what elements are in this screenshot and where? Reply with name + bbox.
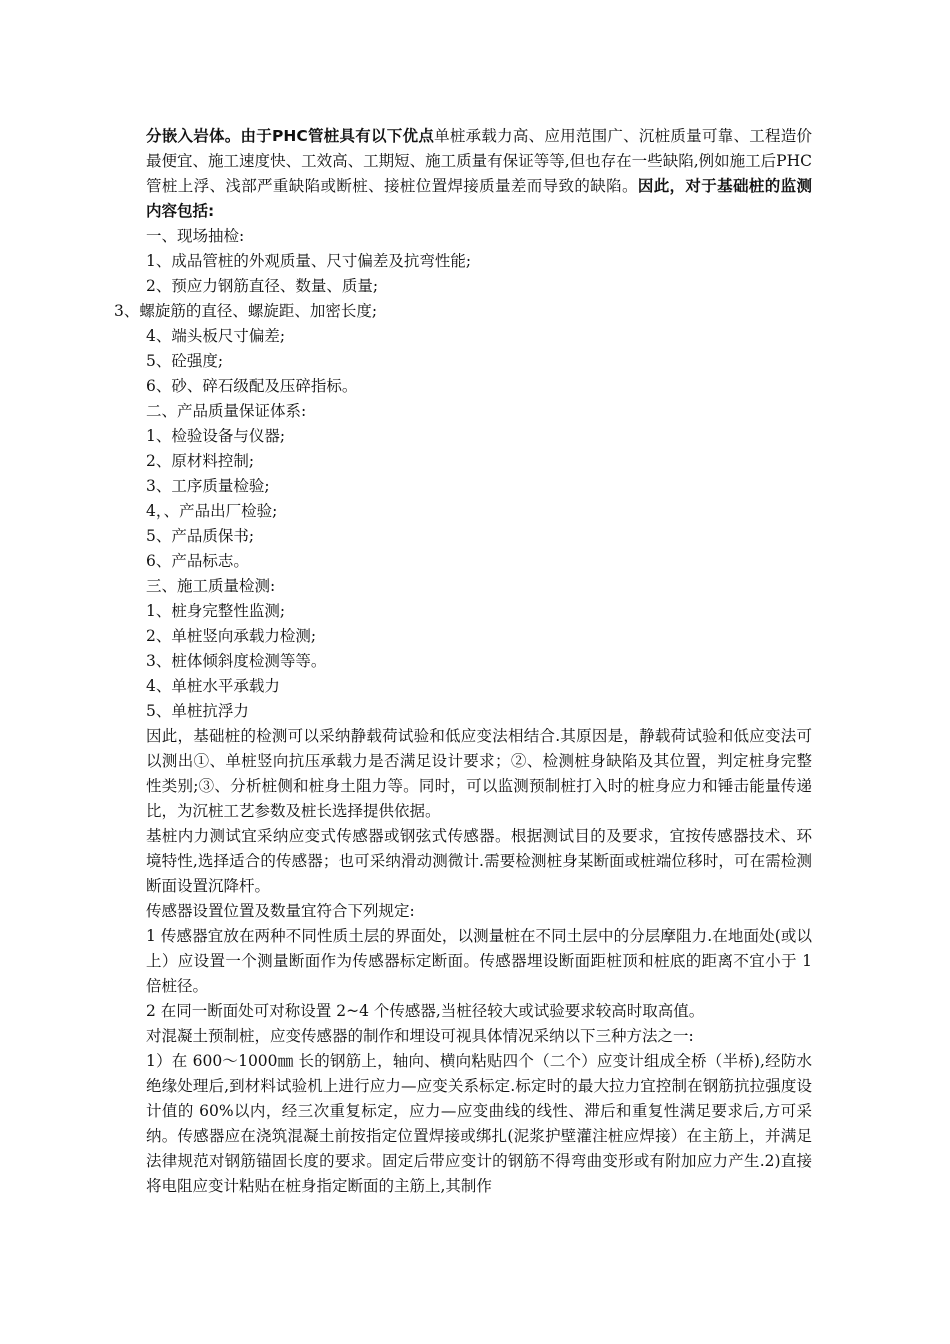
section-2-heading: 二、产品质量保证体系:: [146, 402, 307, 420]
section-3-heading: 三、施工质量检测:: [146, 577, 276, 595]
section-1-item: 2、预应力钢筋直径、数量、质量;: [146, 277, 379, 295]
intro-bold-lead: 分嵌入岩体。由于PHC管桩具有以下优点: [146, 127, 435, 145]
section-1-item: 4、端头板尺寸偏差;: [146, 327, 286, 345]
section-1-item: 3、螺旋筋的直径、螺旋距、加密长度;: [114, 302, 378, 320]
section-2-item: 6、产品标志。: [146, 552, 249, 570]
section-1-item: 6、砂、碎石级配及压碎指标。: [146, 377, 358, 395]
section-1-item: 1、成品管桩的外观质量、尺寸偏差及抗弯性能;: [146, 252, 472, 270]
section-2-item: 5、产品质保书;: [146, 527, 255, 545]
section-2-item: 1、检验设备与仪器;: [146, 427, 286, 445]
body-paragraph: 1 传感器宜放在两种不同性质土层的界面处，以测量桩在不同土层中的分层摩阻力.在地面处(或以上）应设置一个测量断面作为传感器标定断面。传感器埋设断面距桩顶和桩底的距离不宜小于 1 倍桩径。: [146, 927, 812, 995]
section-2-item: 3、工序质量检验;: [146, 477, 270, 495]
intro-paragraph: [146, 124, 812, 224]
section-3-item: 5、单桩抗浮力: [146, 702, 249, 720]
body-paragraph: 传感器设置位置及数量宜符合下列规定:: [146, 902, 415, 920]
body-paragraph: 1）在 600～1000㎜ 长的钢筋上，轴向、横向粘贴四个（二个）应变计组成全桥（半桥),经防水绝缘处理后,到材料试验机上进行应力—应变关系标定.标定时的最大拉力宜控制在钢筋抗拉强度设计值的 60%以内，经三次重复标定，应力—应变曲线的线性、滞后和重复性满足要求后,方可采纳。传感器应在浇筑混凝土前按指定位置焊接或绑扎(泥浆护壁灌注桩应焊接）在主筋上，并满足法律规范对钢筋锚固长度的要求。固定后带应变计的钢筋不得弯曲变形或有附加应力产生.2)直接将电阻应变计粘贴在桩身指定断面的主筋上,其制作: [146, 1052, 812, 1195]
intro-bold-tail: 因此，对于基础桩的监测内容包括:: [146, 177, 812, 220]
section-2-item: 2、原材料控制;: [146, 452, 255, 470]
section-2-item: 4，、产品出厂检验;: [146, 502, 278, 520]
section-3-item: 1、桩身完整性监测;: [146, 602, 286, 620]
body-paragraph: 2 在同一断面处可对称设置 2~4 个传感器,当桩径较大或试验要求较高时取高值。: [146, 1002, 705, 1020]
body-paragraph: 因此，基础桩的检测可以采纳静载荷试验和低应变法相结合.其原因是，静载荷试验和低应变法可以测出①、单桩竖向抗压承载力是否满足设计要求；②、检测桩身缺陷及其位置，判定桩身完整性类别;③、分析桩侧和桩身土阻力等。同时，可以监测预制桩打入时的桩身应力和锤击能量传递比，为沉桩工艺参数及桩长选择提供依据。: [146, 727, 812, 820]
document-body: [114, 124, 812, 1199]
section-3-item: 2、单桩竖向承载力检测;: [146, 627, 317, 645]
section-3-item: 3、桩体倾斜度检测等等。: [146, 652, 327, 670]
body-paragraph: 对混凝土预制桩，应变传感器的制作和埋设可视具体情况采纳以下三种方法之一:: [146, 1027, 694, 1045]
section-1-item: 5、砼强度;: [146, 352, 224, 370]
section-3-item: 4、单桩水平承载力: [146, 677, 280, 695]
intro-text: 单桩承载力高、应用范围广、沉桩质量可靠、工程造价最便宜、施工速度快、工效高、工期短、施工质量有保证等等,但也存在一些缺陷,例如施工后PHC管桩上浮、浅部严重缺陷或断桩、接桩位置焊接质量差而导致的缺陷。: [146, 127, 812, 195]
section-1-heading: 一、现场抽检:: [146, 227, 245, 245]
body-paragraph: 基桩内力测试宜采纳应变式传感器或钢弦式传感器。根据测试目的及要求，宜按传感器技术、环境特性,选择适合的传感器；也可采纳滑动测微计.需要检测桩身某断面或桩端位移时，可在需检测断面设置沉降杆。: [146, 827, 812, 895]
